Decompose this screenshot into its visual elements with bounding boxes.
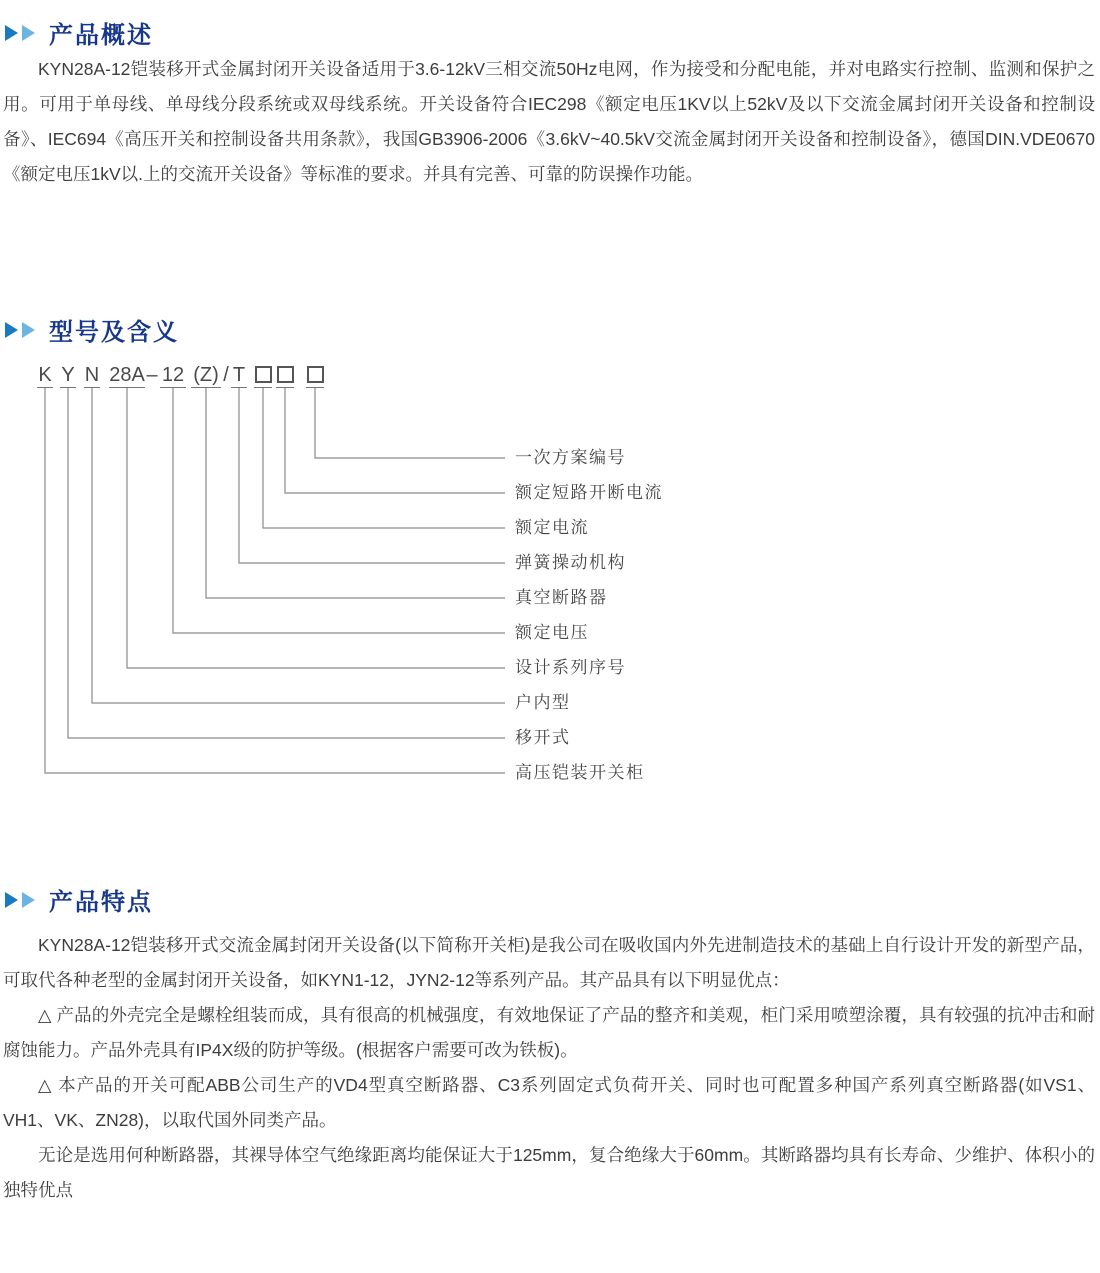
section-title-features: 产品特点 — [49, 889, 153, 916]
arrow-right-icon — [5, 892, 18, 908]
model-label: 真空断路器 — [515, 588, 608, 607]
ladder-connector-line — [263, 388, 505, 528]
arrow-right-icon — [22, 892, 35, 908]
designation-segment: 28A — [109, 361, 145, 388]
arrow-right-icon — [5, 322, 18, 338]
features-paragraph: 无论是选用何种断路器，其裸导体空气绝缘距离均能保证大于125mm，复合绝缘大于60mm。其断路器均具有长寿命、少维护、体积小的独特优点 — [3, 1145, 1095, 1200]
model-label: 弹簧操动机构 — [515, 553, 626, 572]
arrow-right-icon — [22, 322, 35, 338]
model-label: 户内型 — [515, 693, 571, 712]
section-header-overview — [5, 15, 153, 50]
ladder-connector-line — [285, 388, 505, 493]
designation-segment: Y — [60, 361, 76, 388]
model-label: 移开式 — [515, 728, 571, 747]
designation-segment: 12 — [160, 361, 186, 388]
designation-placeholder-box — [254, 361, 272, 388]
model-label: 一次方案编号 — [515, 448, 626, 467]
model-label: 额定电流 — [515, 518, 589, 537]
arrow-right-icon — [22, 25, 35, 41]
features-paragraph: △ 产品的外壳完全是螺栓组装而成，具有很高的机械强度，有效地保证了产品的整齐和美观，柜门采用喷塑涂覆，具有较强的抗冲击和耐腐蚀能力。产品外壳具有IP4X级的防护等级。(根据客户需要可改为铁板)。 — [3, 1005, 1095, 1060]
designation-placeholder-box — [276, 361, 294, 388]
ladder-connector-line — [127, 388, 505, 668]
features-paragraph: △ 本产品的开关可配ABB公司生产的VD4型真空断路器、C3系列固定式负荷开关、同时也可配置多种国产系列真空断路器(如VS1、VH1、VK、ZN28)，以取代国外同类产品。 — [3, 1075, 1095, 1130]
section-title-model: 型号及含义 — [49, 319, 179, 346]
designation-segment: (Z) — [191, 361, 221, 388]
ladder-connector-line — [92, 388, 505, 703]
arrow-right-icon — [5, 25, 18, 41]
ladder-connector-line — [68, 388, 505, 738]
overview-body — [3, 52, 1095, 192]
designation-segment: N — [84, 361, 100, 388]
designation-segment: / — [223, 364, 229, 386]
model-label: 设计系列序号 — [515, 658, 626, 677]
features-body — [3, 928, 1095, 1208]
ladder-connector-line — [45, 388, 505, 773]
model-label: 额定短路开断电流 — [515, 483, 663, 502]
ladder-connector-line — [315, 388, 505, 458]
model-label: 高压铠装开关柜 — [515, 763, 645, 782]
designation-placeholder-box — [306, 361, 324, 388]
section-title-overview: 产品概述 — [49, 22, 153, 49]
features-paragraph: KYN28A-12铠装移开式交流金属封闭开关设备(以下简称开关柜)是我公司在吸收国内外先进制造技术的基础上自行设计开发的新型产品，可取代各种老型的金属封闭开关设备，如KYN1-12，JYN2-12等系列产品。其产品具有以下明显优点： — [3, 935, 1095, 990]
ladder-connector-line — [206, 388, 505, 598]
designation-segment: K — [37, 361, 53, 388]
ladder-connector-line — [239, 388, 505, 563]
ladder-connector-line — [173, 388, 505, 633]
placeholder-square-icon — [255, 366, 272, 383]
placeholder-square-icon — [277, 366, 294, 383]
section-header-model — [5, 312, 179, 347]
model-label: 额定电压 — [515, 623, 589, 642]
section-header-features — [5, 882, 153, 917]
designation-segment: T — [231, 361, 247, 388]
overview-paragraph: KYN28A-12铠装移开式金属封闭开关设备适用于3.6-12kV三相交流50Hz电网，作为接受和分配电能，并对电路实行控制、监测和保护之用。可用于单母线、单母线分段系统或双母线系统。开关设备符合IEC298《额定电压1KV以上52kV及以下交流金属封闭开关设备和控制设备》、IEC694《高压开关和控制设备共用条款》，我国GB3906-2006《3.6kV~40.5kV交流金属封闭开关设备和控制设备》，德国DIN.VDE0670《额定电压1kV以.上的交流开关设备》等标准的要求。并具有完善、可靠的防误操作功能。 — [3, 59, 1095, 184]
placeholder-square-icon — [307, 366, 324, 383]
designation-segment: – — [146, 364, 158, 386]
